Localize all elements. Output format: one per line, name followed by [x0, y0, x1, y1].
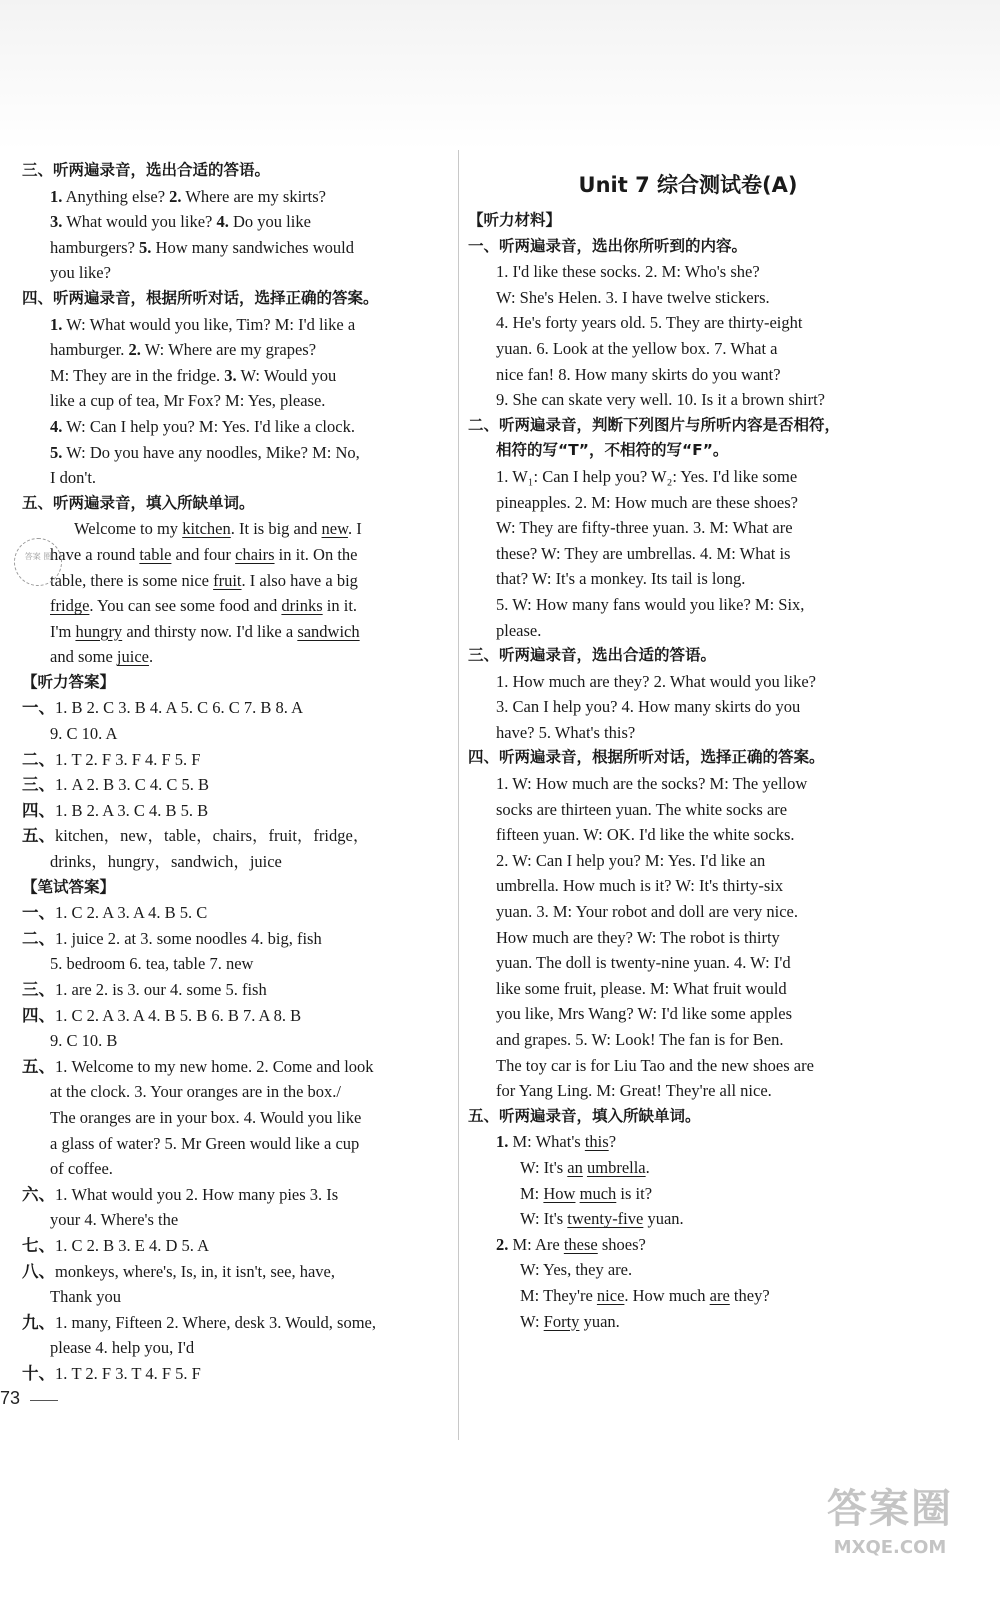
filled-blank: this [584, 1132, 609, 1152]
text-line: 9. She can skate very well. 10. Is it a brown shirt? [496, 390, 826, 410]
answer-row: your 4. Where's the [50, 1210, 179, 1230]
text-line: yuan. The doll is twenty-nine yuan. 4. W: I'd [496, 953, 791, 973]
right-s3-title: 三、听两遍录音，选出合适的答语。 [468, 646, 717, 665]
text-line: you like, Mrs Wang? W: I'd like some apples [496, 1004, 792, 1024]
text-line: 1. Anything else? 2. Where are my skirts? [50, 186, 327, 206]
filled-blank: How [543, 1183, 576, 1203]
unit-title: Unit 7 综合测试卷(A) [578, 173, 798, 197]
text-line: 1. W₁: Can I help you? W₂: Yes. I'd like some [496, 466, 798, 486]
text-line: 5. W: Do you have any noodles, Mike? M: No, [50, 442, 360, 462]
text-line: I'm hungry and thirsty now. I'd like a sandwich [50, 621, 360, 641]
answer-row: 一、1. C 2. A 3. A 4. B 5. C [22, 903, 208, 923]
text-line: and some juice. [50, 647, 154, 667]
answer-row: 九、1. many, Fifteen 2. Where, desk 3. Would, some, [22, 1312, 376, 1332]
answer-row: 二、1. T 2. F 3. F 4. F 5. F [22, 749, 201, 769]
answer-row: 三、1. A 2. B 3. C 4. C 5. B [22, 775, 210, 795]
text-line: 1. How much are they? 2. What would you like? [496, 671, 816, 691]
text-line: W: They are fifty-three yuan. 3. M: What are [496, 518, 793, 538]
text-line: hamburgers? 5. How many sandwiches would [50, 237, 354, 257]
text-line: like a cup of tea, Mr Fox? M: Yes, please. [50, 391, 326, 411]
text-line: 1. W: How much are the socks? M: The yellow [496, 774, 808, 794]
answer-row: 三、1. are 2. is 3. our 4. some 5. fish [22, 980, 267, 999]
text-line: How much are they? W: The robot is thirty [496, 927, 780, 947]
dialogue-line: 1. M: What's this? [496, 1132, 617, 1152]
dialogue-line: W: Yes, they are. [520, 1260, 633, 1280]
text-line: like some fruit, please. M: What fruit would [496, 978, 787, 998]
dialogue-line: M: How much is it? [520, 1183, 653, 1203]
text-line: Welcome to my kitchen. It is big and new. I [74, 519, 362, 539]
answer-row: 9. C 10. A [50, 724, 118, 744]
answer-row: at the clock. 3. Your oranges are in the box./ [50, 1082, 341, 1102]
answer-row: 五、1. Welcome to my new home. 2. Come and look [22, 1056, 374, 1076]
filled-blank: hungry [75, 621, 123, 641]
right-s2-title-cont: 相符的写“T”，不相符的写“F”。 [496, 441, 729, 460]
filled-blank: kitchen [182, 519, 231, 539]
filled-blank: these [563, 1234, 598, 1254]
text-line: fifteen yuan. W: OK. I'd like the white socks. [496, 825, 795, 845]
answer-row: The oranges are in your box. 4. Would you like [50, 1107, 362, 1127]
page-number: 73 [0, 1388, 21, 1408]
page-number-rule [30, 1400, 58, 1401]
filled-blank: Forty [543, 1311, 580, 1331]
column-divider [458, 150, 459, 1440]
answer-row: 八、monkeys, where's, Is, in, it isn't, see, have, [22, 1261, 335, 1281]
answer-row: 五、kitchen，new，table，chairs，fruit，fridge， [22, 826, 370, 846]
text-line: these? W: They are umbrellas. 4. M: What is [496, 543, 791, 563]
text-line: you like? [50, 263, 111, 283]
text-line: umbrella. How much is it? W: It's thirty-six [496, 876, 784, 896]
text-line: please. [496, 620, 542, 640]
right-s1-title: 一、听两遍录音，选出你所听到的内容。 [468, 236, 748, 255]
dialogue-line: W: Forty yuan. [520, 1311, 620, 1331]
answer-row: drinks，hungry，sandwich，juice [50, 852, 282, 872]
answer-row: 七、1. C 2. B 3. E 4. D 5. A [22, 1235, 210, 1255]
filled-blank: much [579, 1183, 617, 1203]
answer-row: 四、1. C 2. A 3. A 4. B 5. B 6. B 7. A 8. B [22, 1005, 302, 1025]
text-line: 4. He's forty years old. 5. They are thirty-eight [496, 313, 803, 333]
text-line: yuan. 3. M: Your robot and doll are very nice. [496, 902, 798, 922]
answer-row: 5. bedroom 6. tea, table 7. new [50, 954, 254, 974]
text-line: The toy car is for Liu Tao and the new shoes are [496, 1055, 814, 1075]
filled-blank: nice [596, 1285, 625, 1305]
right-s5-title: 五、听两遍录音，填入所缺单词。 [468, 1106, 701, 1125]
answer-row: 十、1. T 2. F 3. T 4. F 5. F [22, 1363, 201, 1383]
left-s3-title: 三、听两遍录音，选出合适的答语。 [22, 161, 271, 179]
answer-row: 一、1. B 2. C 3. B 4. A 5. C 6. C 7. B 8. A [22, 698, 304, 718]
filled-blank: fridge [50, 596, 90, 616]
filled-blank: umbrella [586, 1157, 646, 1177]
filled-blank: drinks [281, 596, 323, 616]
text-line: 5. W: How many fans would you like? M: Six, [496, 594, 805, 614]
text-line: 4. W: Can I help you? M: Yes. I'd like a clock. [50, 416, 355, 436]
text-line: yuan. 6. Look at the yellow box. 7. What a [496, 338, 778, 358]
filled-blank: twenty-five [567, 1209, 644, 1229]
filled-blank: fruit [213, 570, 242, 590]
text-line: 3. What would you like? 4. Do you like [50, 212, 311, 232]
answer-row: 四、1. B 2. A 3. C 4. B 5. B [22, 800, 209, 820]
text-line: 2. W: Can I help you? M: Yes. I'd like an [496, 850, 766, 870]
text-line: M: They are in the fridge. 3. W: Would you [50, 365, 337, 385]
right-s4-title: 四、听两遍录音，根据所听对话，选择正确的答案。 [468, 748, 825, 767]
answer-row: please 4. help you, I'd [50, 1338, 195, 1358]
answer-row: 二、1. juice 2. at 3. some noodles 4. big, fish [22, 928, 322, 948]
listening-material-title: 【听力材料】 [468, 211, 562, 229]
answer-row: 9. C 10. B [50, 1031, 118, 1051]
left-s5-title: 五、听两遍录音，填入所缺单词。 [22, 493, 255, 512]
filled-blank: juice [116, 647, 149, 667]
text-line: 1. W: What would you like, Tim? M: I'd like a [50, 314, 356, 334]
text-line: that? W: It's a monkey. Its tail is long. [496, 569, 746, 589]
answer-row: 六、1. What would you 2. How many pies 3. Is [22, 1184, 339, 1204]
text-line: have? 5. What's this? [496, 722, 636, 742]
dialogue-line: W: It's an umbrella. [520, 1157, 650, 1177]
stamp-mark: 答案 圈 [14, 538, 62, 586]
listening-answers-title: 【听力答案】 [22, 672, 116, 691]
filled-blank: table [139, 544, 172, 564]
dialogue-line: W: It's twenty-five yuan. [520, 1209, 684, 1229]
dialogue-line: M: They're nice. How much are they? [520, 1285, 770, 1305]
text-line: hamburger. 2. W: Where are my grapes? [50, 340, 317, 360]
left-column [22, 158, 450, 1387]
text-line: 1. I'd like these socks. 2. M: Who's she? [496, 262, 760, 282]
filled-blank: an [567, 1157, 583, 1177]
answer-row: Thank you [50, 1287, 122, 1307]
watermark-logo [800, 1482, 980, 1582]
filled-blank: chairs [235, 544, 275, 564]
answer-row: a glass of water? 5. Mr Green would like a cup [50, 1133, 360, 1153]
text-line: for Yang Ling. M: Great! They're all nice. [496, 1081, 772, 1101]
written-answers-title: 【笔试答案】 [22, 877, 116, 896]
filled-blank: sandwich [297, 621, 360, 641]
text-line: nice fan! 8. How many skirts do you want? [496, 364, 781, 384]
text-line: table, there is some nice fruit. I also have a big [50, 570, 358, 590]
text-line: have a round table and four chairs in it. On the [50, 544, 358, 564]
text-line: I don't. [50, 468, 97, 488]
text-line: socks are thirteen yuan. The white socks are [496, 799, 788, 819]
text-line: and grapes. 5. W: Look! The fan is for Ben. [496, 1030, 784, 1049]
page-top-shade [0, 0, 1000, 150]
text-line: 3. Can I help you? 4. How many skirts do you [496, 697, 801, 717]
left-s4-title: 四、听两遍录音，根据所听对话，选择正确的答案。 [22, 288, 379, 307]
right-s2-title: 二、听两遍录音，判断下列图片与所听内容是否相符， [468, 415, 841, 434]
right-column [468, 158, 908, 1334]
dialogue-line: 2. M: Are these shoes? [496, 1234, 646, 1254]
answer-row: of coffee. [50, 1159, 113, 1179]
text-line: pineapples. 2. M: How much are these shoes? [496, 492, 798, 512]
watermark-url: MXQE.COM [833, 1537, 947, 1558]
text-line: W: She's Helen. 3. I have twelve stickers. [496, 287, 770, 307]
watermark-text: 答案圈 [827, 1486, 953, 1532]
filled-blank: new [321, 519, 348, 539]
text-line: fridge. You can see some food and drinks in it. [50, 596, 358, 616]
filled-blank: are [709, 1285, 730, 1305]
